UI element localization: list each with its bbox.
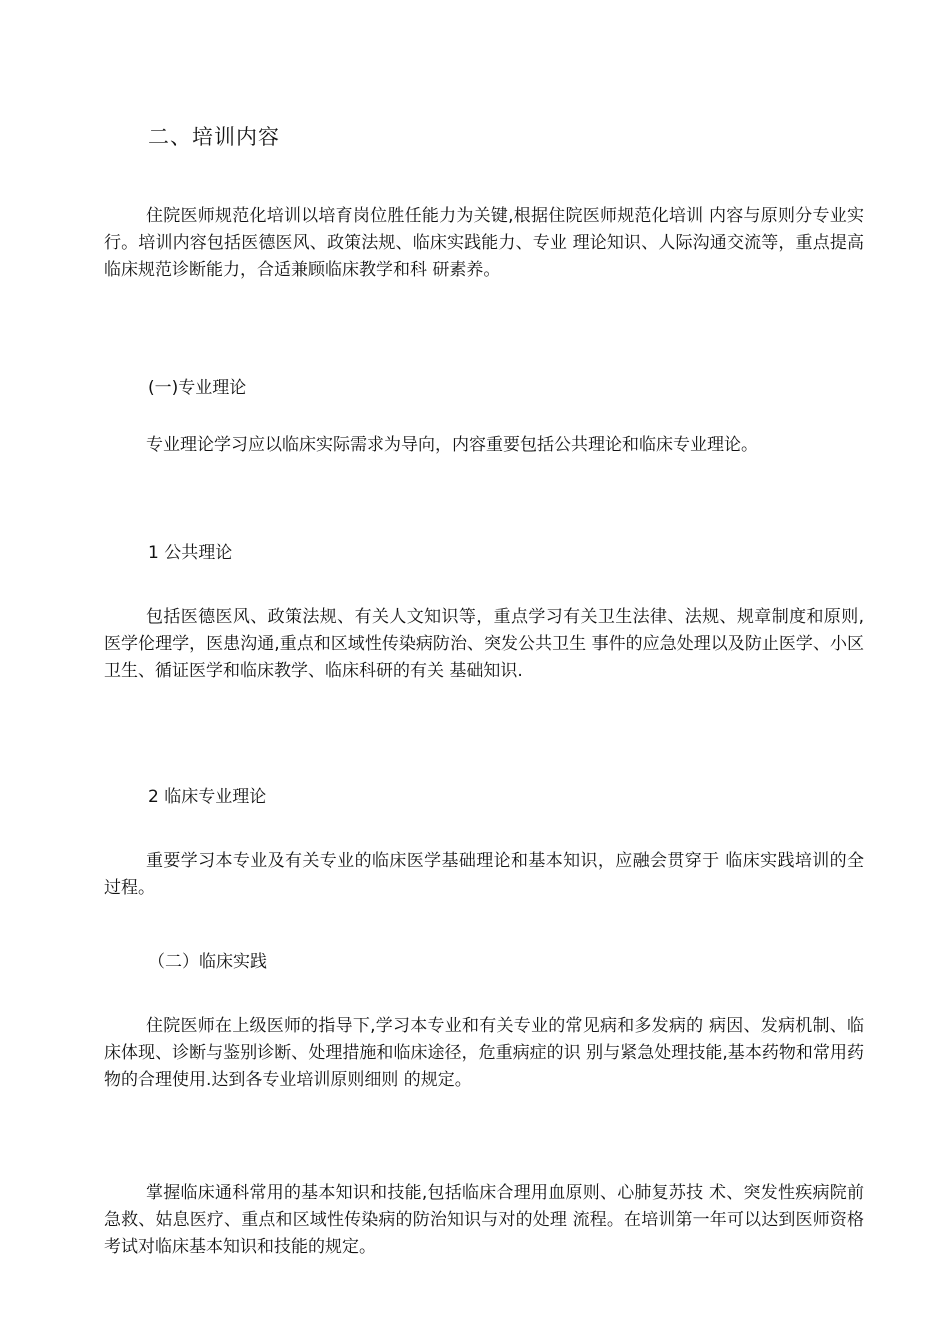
section-intro-paragraph: 住院医师规范化培训以培育岗位胜任能力为关键,根据住院医师规范化培训 内容与原则分专业实行。培训内容包括医德医风、政策法规、临床实践能力、专业 理论知识、人际沟通交流等，重点提高临床规范诊断能力，合适兼顾临床教学和科 研素养。 (104, 206, 864, 280)
public-theory-title: 1 公共理论 (148, 543, 233, 563)
clinical-theory-title: 2 临床专业理论 (148, 787, 267, 807)
clinical-theory-paragraph: 重要学习本专业及有关专业的临床医学基础理论和基本知识，应融会贯穿于 临床实践培训的全过程。 (104, 851, 864, 898)
practice-paragraph-2: 掌握临床通科常用的基本知识和技能,包括临床合理用血原则、心肺复苏技 术、突发性疾病院前急救、姑息医疗、重点和区域性传染病的防治知识与对的处理 流程。在培训第一年可以达到医师资格考试对临床基本知识和技能的规定。 (104, 1183, 864, 1257)
theory-title: (一)专业理论 (148, 378, 247, 398)
practice-paragraph-1: 住院医师在上级医师的指导下,学习本专业和有关专业的常见病和多发病的 病因、发病机制、临床体现、诊断与鉴别诊断、处理措施和临床途径，危重病症的识 别与紧急处理技能,基本药物和常用药物的合理使用.达到各专业培训原则细则 的规定。 (104, 1016, 864, 1090)
public-theory-paragraph: 包括医德医风、政策法规、有关人文知识等，重点学习有关卫生法律、法规、规章制度和原则,医学伦理学，医患沟通,重点和区域性传染病防治、突发公共卫生 事件的应急处理以及防止医学、小区卫生、循证医学和临床教学、临床科研的有关 基础知识. (104, 607, 864, 681)
theory-intro-paragraph: 专业理论学习应以临床实际需求为导向，内容重要包括公共理论和临床专业理论。 (146, 435, 758, 455)
practice-title: （二）临床实践 (148, 952, 267, 972)
section-title: 二、培训内容 (148, 125, 280, 149)
